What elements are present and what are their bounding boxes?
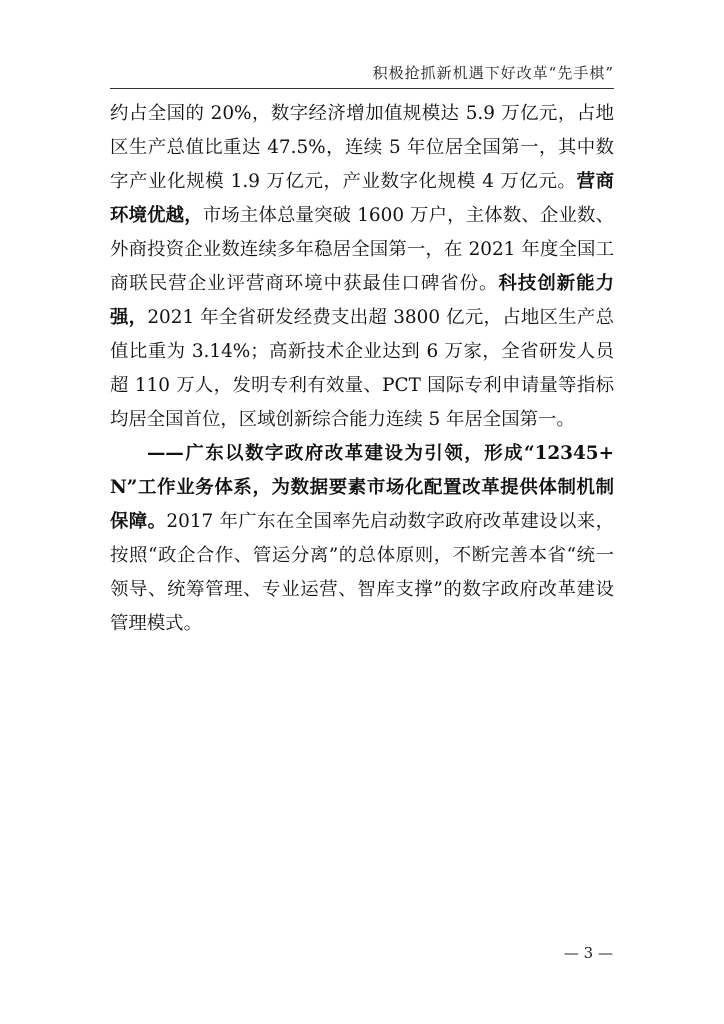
header-divider (110, 88, 614, 89)
page-number: — 3 — (563, 944, 613, 962)
bold-heading-digital-government: ——广东以数字政府改革建设为引领，形成“12345+N”工作业务体系，为数据要素市场化配置改革提供体制机制保障。 (110, 443, 614, 532)
running-header: 积极抢抓新机遇下好改革“先手棋” (372, 64, 614, 82)
paragraph-text: 2021 年全省研发经费支出超 3800 亿元，占地区生产总值比重为 3.14%；高新技术企业达到 6 万家，全省研发人员超 110 万人，发明专利有效量、PCT 国际专利申请量等指标均居全国首位，区域创新综合能力连续 5 年居全国第一。 (110, 307, 614, 430)
paragraph-text: 市场主体总量突破 1600 万户，主体数、企业数、外商投资企业数连续多年稳居全国第一，在 2021 年度全国工商联民营企业评营商环境中获最佳口碑省份。 (110, 205, 614, 294)
bold-heading-innovation: 科技创新能力强， (110, 273, 614, 328)
bold-heading-business-environment: 营商环境优越， (110, 171, 614, 226)
paragraph-digital-government (110, 437, 614, 641)
paragraph-digital-economy (110, 97, 614, 437)
document-body (110, 97, 614, 641)
paragraph-text: 约占全国的 20%，数字经济增加值规模达 5.9 万亿元，占地区生产总值比重达 47.5%，连续 5 年位居全国第一，其中数字产业化规模 1.9 万亿元，产业数字化规模 4 万亿元。 (110, 103, 614, 192)
paragraph-text: 2017 年广东在全国率先启动数字政府改革建设以来，按照“政企合作、管运分离”的总体原则，不断完善本省“统一领导、统筹管理、专业运营、智库支撑”的数字政府改革建设管理模式。 (110, 511, 614, 634)
